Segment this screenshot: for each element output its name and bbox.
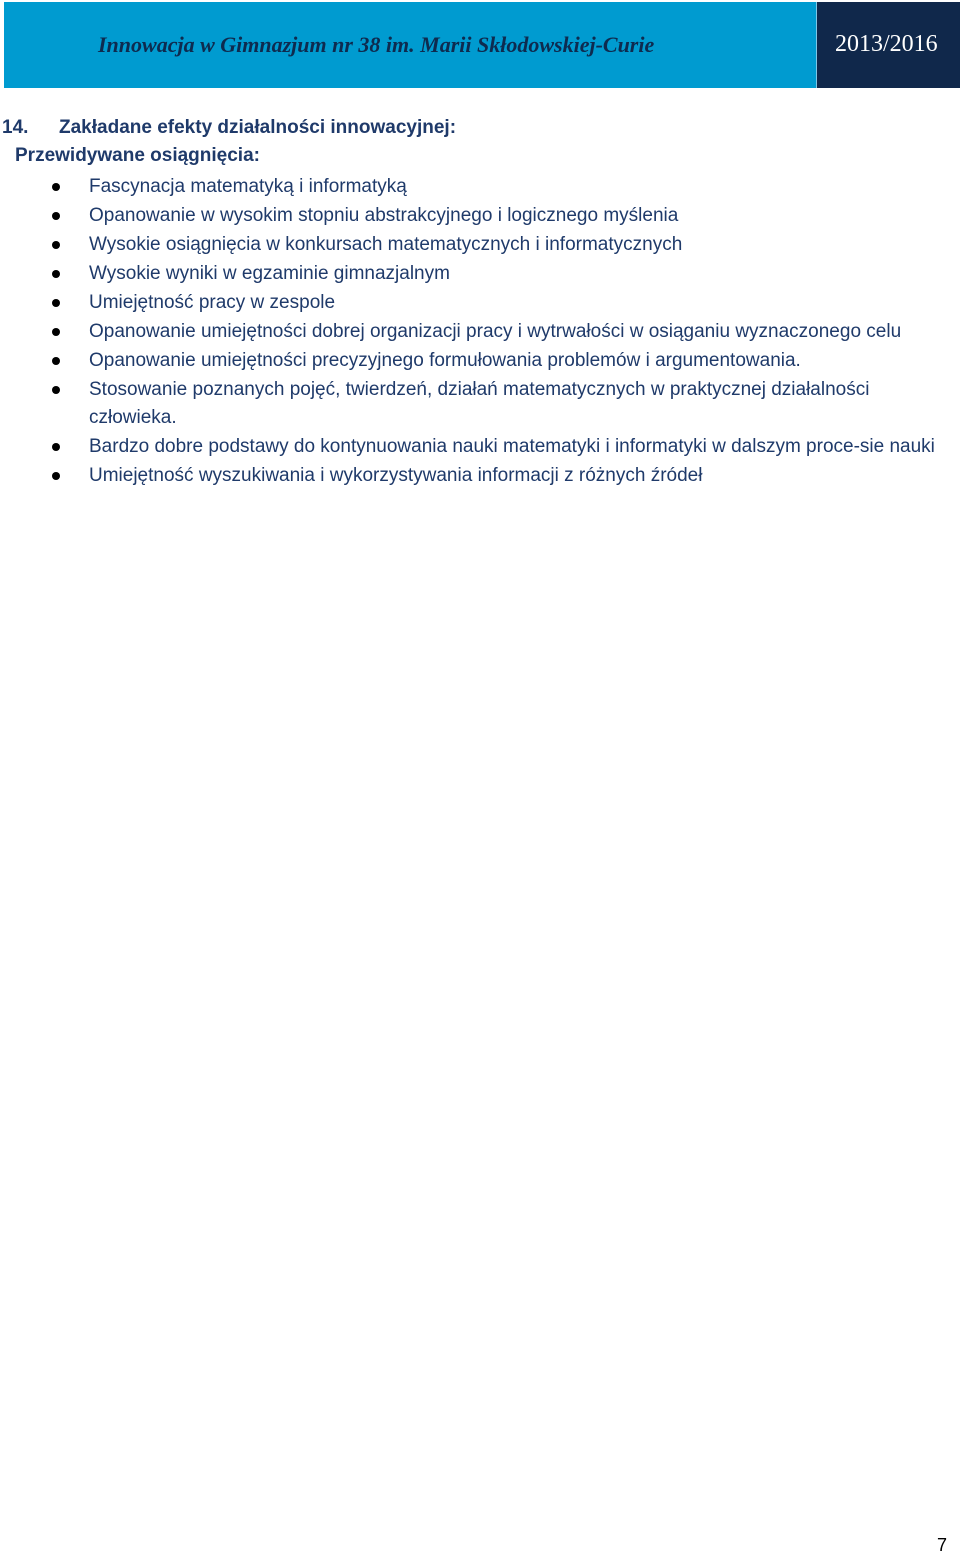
section-subtitle: Przewidywane osiągnięcia: [15,145,260,166]
section-number: 14. [2,117,29,138]
list-item [0,289,960,317]
bullet-icon [52,472,60,480]
list-item-text: Wysokie wyniki w egzaminie gimnazjalnym [89,263,450,284]
bullet-icon [52,241,60,249]
page-number: 7 [936,1535,947,1555]
list-item [0,318,960,346]
list-item [0,433,960,461]
list-item-text: Opanowanie umiejętności precyzyjnego formułowania problemów i argumentowania. [89,350,801,371]
list-item [0,231,960,259]
list-item-text: Opanowanie w wysokim stopniu abstrakcyjnego i logicznego myślenia [89,205,679,226]
list-item [0,173,960,201]
bullet-icon [52,299,60,307]
bullet-icon [52,443,60,451]
bullet-icon [52,328,60,336]
page-header [4,2,960,88]
list-item-text: Umiejętność wyszukiwania i wykorzystywania informacji z różnych źródeł [89,465,703,486]
bullet-icon [52,386,60,394]
bullet-icon [52,183,60,191]
list-item-text: Wysokie osiągnięcia w konkursach matematycznych i informatycznych [89,234,683,255]
bullet-icon [52,270,60,278]
header-title-bar [4,2,817,88]
list-item-text: Bardzo dobre podstawy do kontynuowania nauki matematyki i informatyki w dalszym proce-sie nauki [89,436,935,457]
list-item-text: Opanowanie umiejętności dobrej organizacji pracy i wytrwałości w osiąganiu wyznaczonego celu [89,321,902,342]
list-item [0,202,960,230]
list-item [0,376,960,432]
list-item [0,260,960,288]
effects-list [0,173,960,491]
list-item [0,462,960,490]
section-heading [2,117,456,139]
section-title: Zakładane efekty działalności innowacyjnej: [59,117,457,138]
bullet-icon [52,357,60,365]
list-item-text: Stosowanie poznanych pojęć, twierdzeń, działań matematycznych w praktycznej działalności człowieka. [89,379,870,428]
bullet-icon [52,212,60,220]
list-item-text: Fascynacja matematyką i informatyką [89,176,407,197]
header-title: Innowacja w Gimnazjum nr 38 im. Marii Skłodowskiej-Curie [98,32,655,57]
list-item-text: Umiejętność pracy w zespole [89,292,336,313]
header-year: 2013/2016 [835,31,938,57]
header-year-box [817,2,960,88]
list-item [0,347,960,375]
